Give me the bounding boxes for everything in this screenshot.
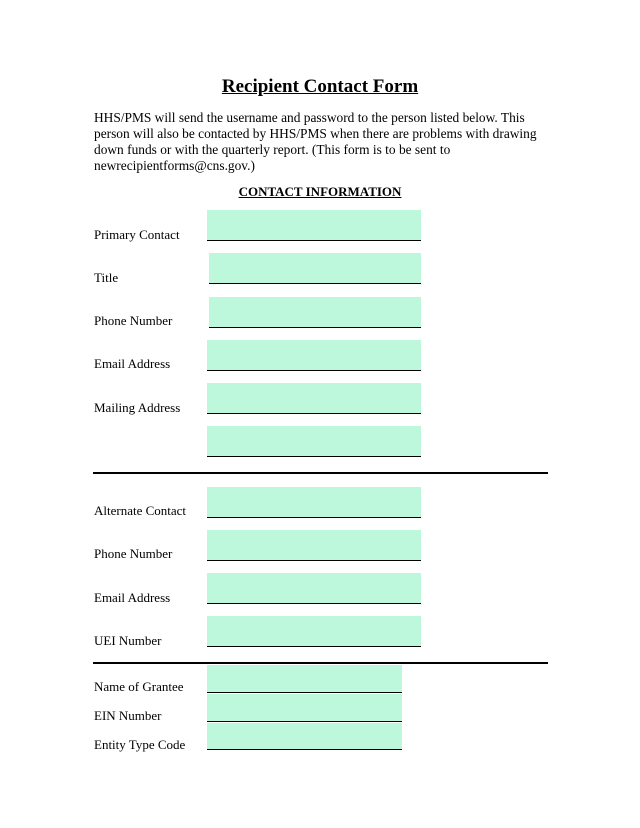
alternate-contact-label: Alternate Contact (94, 503, 187, 518)
primary-contact-field[interactable] (207, 210, 421, 241)
mailing-address-field-line1[interactable] (207, 383, 421, 414)
mailing-address-field-line2[interactable] (207, 426, 421, 457)
grantee-name-field[interactable] (207, 665, 402, 693)
primary-email-field[interactable] (207, 340, 421, 371)
alternate-contact-field[interactable] (207, 487, 421, 518)
section-heading: CONTACT INFORMATION (238, 184, 402, 199)
ein-number-label: EIN Number (94, 708, 162, 723)
entity-type-code-field[interactable] (207, 723, 402, 750)
section-divider (93, 472, 548, 474)
ein-number-field[interactable] (207, 694, 402, 722)
alternate-phone-label: Phone Number (94, 546, 173, 561)
form-title: Recipient Contact Form (221, 76, 419, 97)
alternate-email-field[interactable] (207, 573, 421, 604)
intro-paragraph: HHS/PMS will send the username and password to the person listed below. This person will also be contacted by HHS/PMS when there are problems with drawing down funds or with the quarterly report. (This form is to be sent to newrecipientforms@cns.gov.) (94, 110, 537, 173)
grantee-name-label: Name of Grantee (94, 679, 184, 694)
mailing-address-label: Mailing Address (94, 400, 181, 415)
title-field[interactable] (209, 253, 421, 284)
primary-phone-label: Phone Number (94, 313, 173, 328)
primary-contact-label: Primary Contact (94, 227, 180, 242)
alternate-email-label: Email Address (94, 590, 171, 605)
alternate-phone-field[interactable] (207, 530, 421, 561)
title-label: Title (94, 270, 119, 285)
uei-number-field[interactable] (207, 616, 421, 647)
primary-phone-field[interactable] (209, 297, 421, 328)
section-divider (93, 662, 548, 664)
entity-type-code-label: Entity Type Code (94, 737, 186, 752)
primary-email-label: Email Address (94, 356, 171, 371)
uei-number-label: UEI Number (94, 633, 162, 648)
